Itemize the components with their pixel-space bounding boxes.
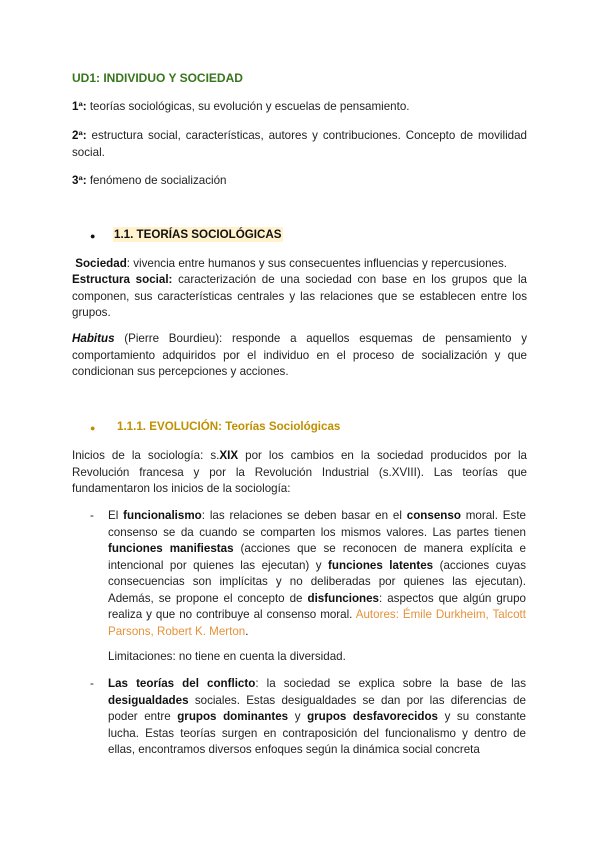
limitaciones-text: Limitaciones: no tiene en cuenta la diversidad. — [108, 650, 346, 663]
def-estructura — [72, 272, 527, 322]
bullet-icon: ● — [90, 231, 96, 241]
part-3-label: 3ª: — [72, 174, 87, 187]
def-habitus — [72, 331, 527, 381]
part-1-label: 1ª: — [72, 100, 87, 113]
part-3-text: fenómeno de socialización — [86, 174, 227, 187]
conflicto-paragraph: Las teorías del conflicto: la sociedad se explica sobre la base de las desigualdades sociales. Estas desigualdades se dan por las diferencias de poder entre grupos dominantes y grupos desfavorecidos y su constante lucha. Estas teorías surgen en contraposición del funcionalismo y dentro de ellas, encontramos diversos enfoques según la dinámica social concreta — [108, 677, 527, 756]
part-3 — [72, 173, 527, 190]
def-sociedad-term: Sociedad — [75, 257, 127, 270]
part-2-text: estructura social, características, autores y contribuciones. Concepto de movilidad social. — [72, 129, 527, 159]
part-1-text: teorías sociológicas, su evolución y escuelas de pensamiento. — [86, 100, 410, 113]
def-sociedad — [72, 256, 527, 273]
bullet-icon: ● — [90, 423, 96, 433]
def-estructura-text: caracterización de una sociedad con base en los grupos que la componen, sus características centrales y las relaciones que se establecen entre los grupos. — [72, 273, 527, 319]
dash-marker: - — [90, 677, 94, 690]
section-heading-evolucion: 1.1.1. EVOLUCIÓN: Teorías Sociológicas — [117, 420, 341, 433]
dash-marker: - — [90, 509, 94, 522]
part-2-label: 2ª: — [72, 129, 87, 142]
unit-title: UD1: INDIVIDUO Y SOCIEDAD — [72, 71, 243, 85]
def-sociedad-text: : vivencia entre humanos y sus consecuentes influencias y repercusiones. — [126, 257, 508, 270]
funcionalismo-paragraph: El funcionalismo: las relaciones se deben basar en el consenso moral. Este consenso se da cuando se comparten los mismos valores. Las partes tienen funciones manifiestas (acciones que se reconocen de manera explícita e intencional por quienes las ejecutan) y funciones latentes (acciones cuyas consecuencias son implícitas y no deliberadas por quienes las ejecutan). Además, se propone el concepto de disfunciones: aspectos que algún grupo realiza y que no contribuye al consenso moral. Autores: Émile Durkheim, Talcott Parsons, Robert K. Merton. — [108, 509, 527, 638]
def-estructura-term: Estructura social: — [72, 273, 173, 286]
part-1 — [72, 99, 527, 116]
autores-funcionalismo: Autores: Émile Durkheim, Talcott Parsons, Robert K. Merton — [108, 608, 526, 638]
def-habitus-term: Habitus — [72, 332, 115, 345]
inicios-paragraph: Inicios de la sociología: s.XIX por los cambios en la sociedad producidos por la Revolución francesa y por la Revolución Industrial (s.XVIII). Las teorías que fundamentaron los inicios de la sociología: — [72, 449, 527, 495]
part-2 — [72, 128, 527, 161]
section-heading-teorias: 1.1. TEORÍAS SOCIOLÓGICAS — [114, 228, 282, 241]
def-habitus-text: (Pierre Bourdieu): responde a aquellos esquemas de pensamiento y comportamiento adquiridos por el individuo en el proceso de socialización y que condicionan sus percepciones y acciones. — [72, 332, 527, 378]
